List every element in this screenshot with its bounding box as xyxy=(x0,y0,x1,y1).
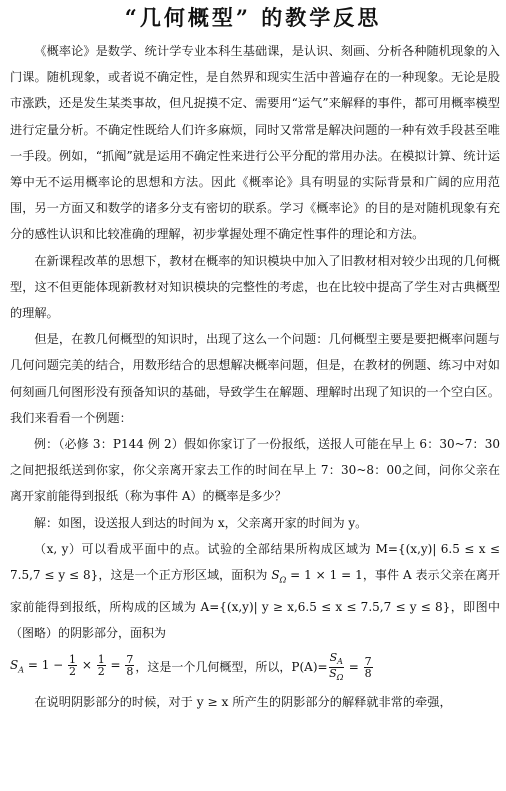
paragraph-solution-setup: 解：如图，设送报人到达的时间为 x，父亲离开家的时间为 y。 xyxy=(34,515,368,530)
document-body xyxy=(10,38,500,716)
solution-text-part-1: （x, y）可以看成平面中的点。试验的全部结果所构成区域为 M={(x,y)| 6.5 ≤ x ≤ 7.5,7 ≤ y ≤ 8}，这是一个正方形区域，面积为 xyxy=(10,541,500,583)
paragraph-curriculum: 在新课程改革的思想下，教材在概率的知识模块中加入了旧教材相对较少出现的几何概型，这不但更能体现新教材对知识模块的完整性的考虑，也在比较中提高了学生对古典概型的理解。 xyxy=(10,253,500,321)
paragraph-shadow-explanation: 在说明阴影部分的时候，对于 y ≥ x 所产生的阴影部分的解释就非常的牵强， xyxy=(34,695,452,710)
paragraph-solution xyxy=(10,536,500,690)
page-title: “几何概型” 的教学反思 xyxy=(124,5,382,30)
paragraph-example: 例：（必修 3：P144 例 2）假如你家订了一份报纸，送报人可能在早上 6：30~7：30 之间把报纸送到你家，你父亲离开家去工作的时间在早上 7：30~8：00之间，问你父亲在离开家前能得到报纸（称为事件 A）的概率是多少？ xyxy=(10,437,500,504)
probability-result: $\frac{7}{8}$ xyxy=(364,655,372,681)
paragraph-problem: 但是，在教几何概型的知识时，出现了这么一个问题：几何概型主要是要把概率问题与几何问题完美的结合，用数形结合的思想解决概率问题，但是，在教材的例题、练习中对如何刻画几何图形没有预备知识的基础，导致学生在解题、理解时出现了知识的一个空白区。我们来看看一个例题： xyxy=(10,332,500,425)
area-omega-formula: $S_\Omega = 1 \times 1 = 1$ xyxy=(271,568,363,585)
formula-line: $S_A = 1$ − $\frac{1}{2}$ × $\frac{1}{2}$ = $\frac{7}{8}$ ，这是一个几何概型，所以，P(A)= $\frac{S_A}{S_\Omega}$ = $\frac{7}{8}$ xyxy=(10,646,500,689)
probability-fraction: $\frac{S_A}{S_\Omega}$ xyxy=(329,651,344,683)
paragraph-intro: 《概率论》是数学、统计学专业本科生基础课，是认识、刻画、分析各种随机现象的入门课。随机现象，或者说不确定性，是自然界和现实生活中普遍存在的一种现象。无论是股市涨跌，还是发生某类事故，但凡捉摸不定、需要用“运气”来解释的事件，都可用概率模型进行定量分析。不确定性既给人们许多麻烦，同时又常常是解决问题的一种有效手段甚至唯一手段。例如，“抓阄”就是运用不确定性来进行公平分配的常用办法。在模拟计算、统计运筹中无不运用概率论的思想和方法。因此《概率论》具有明显的实际背景和广阔的应用范围，另一方面又和数学的诸多分支有密切的联系。学习《概率论》的目的是对随机现象有充分的感性认识和比较准确的理解，初步掌握处理不确定性事件的理论和方法。 xyxy=(10,44,500,242)
solution-text-part-2: ，事件 A 表示父亲在离开家前能得到报纸，所构成的区域为 A={(x,y)| y ≥ x,6.5 ≤ x ≤ 7.5,7 ≤ y ≤ 8}，即图中（图略）的阴影部分，面积为 xyxy=(10,568,501,640)
area-a-formula: $S_A = 1$ − $\frac{1}{2}$ × $\frac{1}{2}$ = $\frac{7}{8}$ xyxy=(10,653,134,679)
solution-text-part-3: ，这是一个几何概型，所以，P(A)= xyxy=(135,660,328,675)
